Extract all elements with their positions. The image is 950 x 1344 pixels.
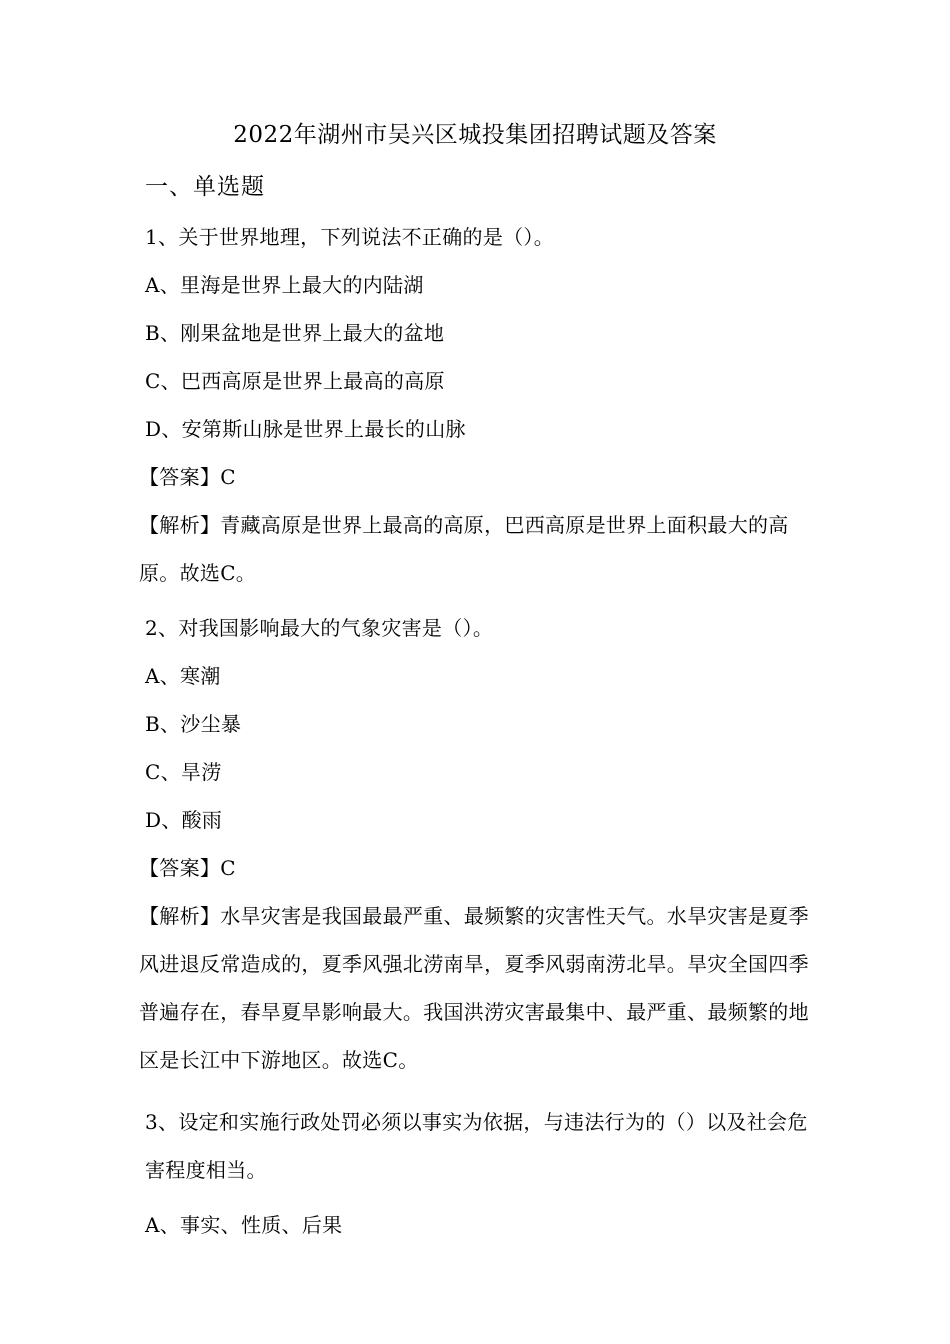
question-stem: 1、关于世界地理，下列说法不正确的是（）。 <box>145 225 555 249</box>
question-list <box>139 220 813 1256</box>
question-stem: 2、对我国影响最大的气象灾害是（）。 <box>145 616 494 640</box>
analysis-paragraph: 【解析】青藏高原是世界上最高的高原，巴西高原是世界上面积最大的高原。故选C。 <box>139 513 789 585</box>
option-a: A、事实、性质、后果 <box>145 1213 343 1237</box>
option-c: C、巴西高原是世界上最高的高原 <box>145 369 445 393</box>
option-a: A、寒潮 <box>145 664 221 688</box>
answer-line: 【答案】C <box>139 856 236 880</box>
option-b: B、沙尘暴 <box>145 712 242 736</box>
option-c: C、旱涝 <box>145 760 222 784</box>
option-d: D、酸雨 <box>145 808 223 832</box>
document-title: 2022年湖州市吴兴区城投集团招聘试题及答案 <box>233 122 717 148</box>
analysis-paragraph: 【解析】水旱灾害是我国最最严重、最频繁的灾害性天气。水旱灾害是夏季风进退反常造成的，夏季风强北涝南旱，夏季风弱南涝北旱。旱灾全国四季普遍存在，春旱夏旱影响最大。我国洪涝灾害最集中、最严重、最频繁的地区是长江中下游地区。故选C。 <box>139 904 809 1072</box>
section-heading: 一、单选题 <box>145 174 265 200</box>
option-d: D、安第斯山脉是世界上最长的山脉 <box>145 417 466 441</box>
answer-line: 【答案】C <box>139 465 236 489</box>
option-b: B、刚果盆地是世界上最大的盆地 <box>145 321 445 345</box>
option-a: A、里海是世界上最大的内陆湖 <box>145 273 424 297</box>
question-stem: 3、设定和实施行政处罚必须以事实为依据，与违法行为的（）以及社会危害程度相当。 <box>145 1110 808 1182</box>
